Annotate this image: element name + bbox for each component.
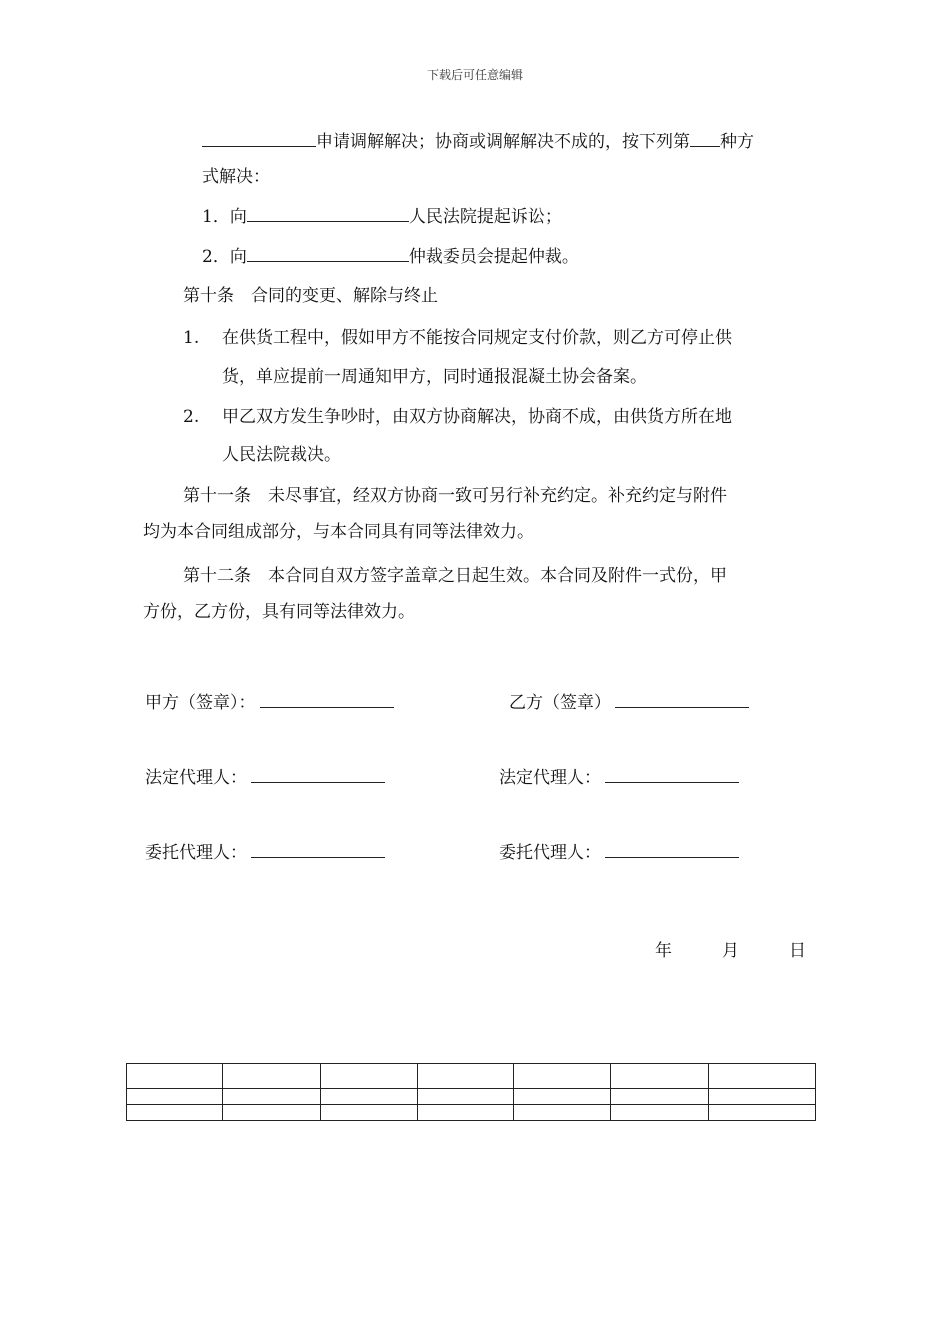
item-1-number: 1. bbox=[183, 328, 200, 348]
table-cell bbox=[514, 1089, 611, 1105]
table-cell bbox=[417, 1064, 514, 1089]
party-b-signature: 乙方（签章） bbox=[509, 691, 749, 715]
article-12-line-2: 方份，乙方份，具有同等法律效力。 bbox=[143, 602, 415, 622]
signature-line bbox=[251, 766, 385, 783]
date-year: 年 bbox=[655, 941, 672, 961]
legal-representative-b: 法定代理人： bbox=[499, 766, 739, 790]
table-cell bbox=[514, 1064, 611, 1089]
table-cell bbox=[127, 1105, 223, 1121]
table-cell bbox=[611, 1089, 709, 1105]
option-arbitration: 2．向 仲裁委员会提起仲裁。 bbox=[202, 243, 579, 269]
table-cell bbox=[514, 1105, 611, 1121]
legal-representative-a: 法定代理人： bbox=[145, 766, 385, 790]
item-2-line-1: 甲乙双方发生争吵时，由双方协商解决，协商不成，由供货方所在地 bbox=[222, 407, 732, 427]
signature-line bbox=[605, 766, 739, 783]
authorized-agent-b: 委托代理人： bbox=[499, 841, 739, 865]
signature-line bbox=[260, 691, 394, 708]
footer-table bbox=[126, 1063, 816, 1121]
signature-line bbox=[615, 691, 749, 708]
authorized-agent-a: 委托代理人： bbox=[145, 841, 385, 865]
blank-field bbox=[690, 128, 720, 147]
table-cell bbox=[222, 1105, 320, 1121]
signature-line bbox=[605, 841, 739, 858]
item-1-line-1: 在供货工程中，假如甲方不能按合同规定支付价款，则乙方可停止供 bbox=[222, 328, 732, 348]
table-cell bbox=[320, 1064, 417, 1089]
article-11-line-1: 第十一条 未尽事宜，经双方协商一致可另行补充约定。补充约定与附件 bbox=[183, 486, 727, 506]
table-cell bbox=[127, 1064, 223, 1089]
signature-line bbox=[251, 841, 385, 858]
table-cell bbox=[417, 1105, 514, 1121]
page-header: 下载后可任意编辑 bbox=[426, 68, 523, 82]
table-row bbox=[127, 1064, 816, 1089]
table-cell bbox=[709, 1089, 816, 1105]
table-row bbox=[127, 1089, 816, 1105]
article-11-line-2: 均为本合同组成部分，与本合同具有同等法律效力。 bbox=[143, 522, 534, 542]
table-cell bbox=[320, 1105, 417, 1121]
option-litigation: 1．向 人民法院提起诉讼； bbox=[202, 203, 562, 229]
item-1-line-2: 货，单应提前一周通知甲方，同时通报混凝土协会备案。 bbox=[222, 367, 647, 387]
article-12-line-1: 第十二条 本合同自双方签字盖章之日起生效。本合同及附件一式份，甲 bbox=[183, 566, 727, 586]
table-row bbox=[127, 1105, 816, 1121]
dispute-line-1: 申请调解解决；协商或调解解决不成的，按下列第 种方 bbox=[202, 128, 754, 154]
party-a-signature: 甲方（签章）： bbox=[145, 691, 394, 715]
item-2-number: 2. bbox=[183, 407, 200, 427]
table-cell bbox=[222, 1089, 320, 1105]
date-day: 日 bbox=[789, 941, 806, 961]
table-cell bbox=[320, 1089, 417, 1105]
item-2-line-2: 人民法院裁决。 bbox=[222, 445, 341, 465]
date-month: 月 bbox=[722, 941, 739, 961]
table-cell bbox=[222, 1064, 320, 1089]
blank-field bbox=[202, 128, 316, 147]
table-cell bbox=[611, 1064, 709, 1089]
dispute-line-2: 式解决： bbox=[202, 167, 270, 187]
table-cell bbox=[709, 1064, 816, 1089]
table-cell bbox=[709, 1105, 816, 1121]
table-cell bbox=[611, 1105, 709, 1121]
blank-field bbox=[247, 203, 409, 222]
article-10-title: 第十条 合同的变更、解除与终止 bbox=[183, 286, 438, 306]
table-cell bbox=[127, 1089, 223, 1105]
blank-field bbox=[247, 243, 409, 262]
table-cell bbox=[417, 1089, 514, 1105]
